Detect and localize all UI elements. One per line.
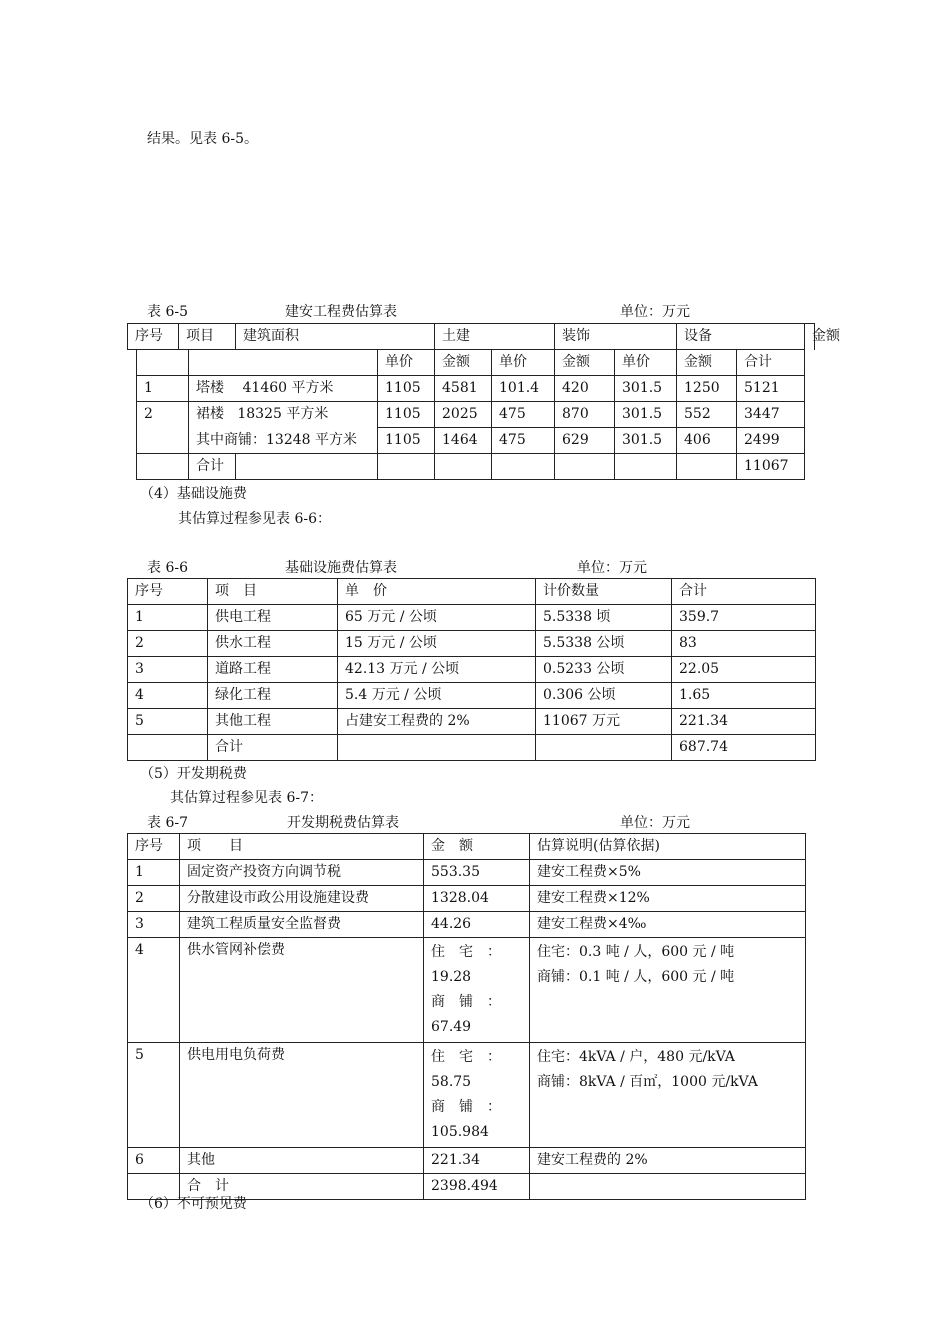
table-row — [128, 657, 816, 683]
section-4-heading: （4）基础设施费 — [140, 486, 247, 502]
amount-label-residential: 住 宅 ： — [431, 1049, 501, 1065]
table-row — [128, 912, 806, 938]
row-item: 供电用电负荷费 — [180, 1043, 424, 1148]
row-item-area — [189, 402, 378, 428]
header-item: 项目 — [179, 324, 236, 350]
row-item: 塔楼 — [189, 376, 236, 402]
sum-label: 合计 — [189, 454, 236, 480]
sum-total: 2398.494 — [424, 1174, 530, 1200]
header-item: 项 目 — [208, 579, 338, 605]
sum-label: 合计 — [208, 735, 338, 761]
row-amount: 44.26 — [424, 912, 530, 938]
row-item: 道路工程 — [208, 657, 338, 683]
row-quantity: 5.5338 顷 — [536, 605, 672, 631]
amount-label-shop: 商 铺 ： — [431, 994, 501, 1010]
table-offset-cell — [128, 402, 137, 428]
deco-price: 475 — [492, 428, 555, 454]
empty-cell — [236, 454, 378, 480]
section-4-note: 其估算过程参见表 6-6： — [178, 511, 331, 527]
table-offset-cell — [128, 428, 137, 454]
amount-shop: 105.984 — [431, 1124, 489, 1140]
table-6-6-title: 基础设施费估算表 — [285, 560, 397, 576]
table-offset-cell — [128, 454, 137, 480]
table-row — [128, 428, 815, 454]
header-note: 估算说明(估算依据) — [530, 834, 806, 860]
note-shop: 商铺：0.1 吨 / 人，600 元 / 吨 — [537, 969, 735, 985]
row-unit-price: 65 万元 / 公顷 — [338, 605, 536, 631]
row-seq: 2 — [137, 402, 189, 454]
amount-residential: 19.28 — [431, 969, 472, 985]
table-row — [128, 709, 816, 735]
row-total: 221.34 — [672, 709, 816, 735]
civil-amount: 4581 — [435, 376, 492, 402]
table-6-5-unit: 单位：万元 — [620, 304, 690, 320]
row-note — [530, 1043, 806, 1148]
sum-total: 687.74 — [672, 735, 816, 761]
sub-equip-amount: 金额 — [677, 350, 737, 376]
empty-cell — [137, 454, 189, 480]
table-row — [128, 735, 816, 761]
row-amount: 1328.04 — [424, 886, 530, 912]
row-seq: 5 — [128, 709, 208, 735]
empty-cell — [677, 454, 737, 480]
row-seq: 3 — [128, 912, 180, 938]
empty-cell — [555, 454, 615, 480]
row-total: 3447 — [737, 402, 805, 428]
equip-price: 301.5 — [615, 402, 677, 428]
header-item: 项 目 — [180, 834, 424, 860]
empty-cell — [492, 454, 555, 480]
civil-price: 1105 — [378, 402, 435, 428]
note-residential: 住宅：0.3 吨 / 人，600 元 / 吨 — [537, 944, 735, 960]
row-item: 其他工程 — [208, 709, 338, 735]
table-6-7-number: 表 6-7 — [147, 815, 188, 831]
row-area: 41460 平方米 — [236, 376, 378, 402]
table-row — [128, 350, 815, 376]
row-seq: 5 — [128, 1043, 180, 1148]
header-seq: 序号 — [128, 579, 208, 605]
row-item: 其他 — [180, 1148, 424, 1174]
row-seq: 1 — [137, 376, 189, 402]
row-seq: 1 — [128, 605, 208, 631]
table-row — [128, 683, 816, 709]
row-seq: 2 — [128, 631, 208, 657]
empty-cell — [435, 454, 492, 480]
table-row — [128, 579, 816, 605]
header-decoration: 装饰 — [555, 324, 677, 350]
header-equipment: 设备 — [677, 324, 805, 350]
table-row — [128, 605, 816, 631]
header-civil: 土建 — [435, 324, 555, 350]
table-row — [128, 631, 816, 657]
deco-amount: 420 — [555, 376, 615, 402]
row-note — [530, 938, 806, 1043]
amount-shop: 67.49 — [431, 1019, 472, 1035]
amount-residential: 58.75 — [431, 1074, 472, 1090]
table-6-6-unit: 单位：万元 — [577, 560, 647, 576]
header-unit-price: 单 价 — [338, 579, 536, 605]
empty-cell — [189, 350, 378, 376]
row-unit-price: 42.13 万元 / 公顷 — [338, 657, 536, 683]
row-item: 固定资产投资方向调节税 — [180, 860, 424, 886]
equip-amount: 552 — [677, 402, 737, 428]
table-6-6-number: 表 6-6 — [147, 560, 188, 576]
row-item: 分散建设市政公用设施建设费 — [180, 886, 424, 912]
header-amount: 金额 — [805, 324, 815, 350]
row-quantity: 0.5233 公顷 — [536, 657, 672, 683]
row-unit-price: 5.4 万元 / 公顷 — [338, 683, 536, 709]
row-total: 5121 — [737, 376, 805, 402]
row-seq: 4 — [128, 938, 180, 1043]
row-total: 83 — [672, 631, 816, 657]
table-6-5-number: 表 6-5 — [147, 304, 188, 320]
equip-price: 301.5 — [615, 428, 677, 454]
row-item: 绿化工程 — [208, 683, 338, 709]
sub-deco-amount: 金额 — [555, 350, 615, 376]
row-seq: 3 — [128, 657, 208, 683]
header-quantity: 计价数量 — [536, 579, 672, 605]
sub-total: 合计 — [737, 350, 805, 376]
row-item: 裙楼 — [196, 406, 224, 422]
deco-price: 101.4 — [492, 376, 555, 402]
row-amount: 221.34 — [424, 1148, 530, 1174]
civil-amount: 1464 — [435, 428, 492, 454]
sub-deco-price: 单价 — [492, 350, 555, 376]
row-amount — [424, 938, 530, 1043]
row-seq: 4 — [128, 683, 208, 709]
row-quantity: 5.5338 公顷 — [536, 631, 672, 657]
row-amount: 553.35 — [424, 860, 530, 886]
header-area: 建筑面积 — [236, 324, 435, 350]
table-6-5-title: 建安工程费估算表 — [285, 304, 397, 320]
empty-cell — [128, 735, 208, 761]
sum-total: 11067 — [737, 454, 805, 480]
row-note: 建安工程费×12% — [530, 886, 806, 912]
row-unit-price: 15 万元 / 公顷 — [338, 631, 536, 657]
sub-civil-amount: 金额 — [435, 350, 492, 376]
empty-cell — [530, 1174, 806, 1200]
row-quantity: 0.306 公顷 — [536, 683, 672, 709]
table-row — [128, 324, 815, 350]
note-shop: 商铺：8kVA / 百㎡，1000 元/kVA — [537, 1074, 758, 1090]
equip-amount: 406 — [677, 428, 737, 454]
empty-cell — [137, 350, 189, 376]
row-seq: 1 — [128, 860, 180, 886]
row-seq: 6 — [128, 1148, 180, 1174]
deco-price: 475 — [492, 402, 555, 428]
table-row — [128, 834, 806, 860]
amount-label-shop: 商 铺 ： — [431, 1099, 501, 1115]
amount-label-residential: 住 宅 ： — [431, 944, 501, 960]
header-total: 合计 — [672, 579, 816, 605]
table-row — [128, 454, 815, 480]
table-6-7 — [127, 833, 806, 1200]
civil-price: 1105 — [378, 376, 435, 402]
intro-text: 结果。见表 6-5。 — [147, 131, 258, 147]
note-residential: 住宅：4kVA / 户，480 元/kVA — [537, 1049, 735, 1065]
table-row — [128, 886, 806, 912]
row-note: 建安工程费×5% — [530, 860, 806, 886]
row-area: 18325 平方米 — [237, 406, 329, 422]
row-total: 22.05 — [672, 657, 816, 683]
table-row — [128, 1148, 806, 1174]
table-6-7-unit: 单位：万元 — [620, 815, 690, 831]
row-item: 供电工程 — [208, 605, 338, 631]
table-6-7-title: 开发期税费估算表 — [287, 815, 399, 831]
row-quantity: 11067 万元 — [536, 709, 672, 735]
civil-price: 1105 — [378, 428, 435, 454]
empty-cell — [536, 735, 672, 761]
row-note: 建安工程费的 2% — [530, 1148, 806, 1174]
row-amount — [424, 1043, 530, 1148]
row-item: 建筑工程质量安全监督费 — [180, 912, 424, 938]
row-note: 建安工程费×4‰ — [530, 912, 806, 938]
empty-cell — [338, 735, 536, 761]
sub-civil-price: 单价 — [378, 350, 435, 376]
section-5-note: 其估算过程参见表 6-7： — [170, 790, 323, 806]
header-seq: 序号 — [128, 834, 180, 860]
table-row — [128, 402, 815, 428]
sum-label: 合 计 — [180, 1174, 424, 1200]
header-amount: 金 额 — [424, 834, 530, 860]
table-row — [128, 938, 806, 1043]
row-total: 1.65 — [672, 683, 816, 709]
empty-cell — [615, 454, 677, 480]
civil-amount: 2025 — [435, 402, 492, 428]
deco-amount: 870 — [555, 402, 615, 428]
table-row — [128, 1043, 806, 1148]
table-row — [128, 376, 815, 402]
deco-amount: 629 — [555, 428, 615, 454]
empty-cell — [378, 454, 435, 480]
row-seq: 2 — [128, 886, 180, 912]
header-seq: 序号 — [128, 324, 179, 350]
table-row — [128, 860, 806, 886]
table-offset-cell — [128, 376, 137, 402]
row-unit-price: 占建安工程费的 2% — [338, 709, 536, 735]
row-total: 2499 — [737, 428, 805, 454]
section-5-heading: （5）开发期税费 — [140, 766, 247, 782]
sub-equip-price: 单价 — [615, 350, 677, 376]
table-6-5 — [127, 323, 840, 480]
row-total: 359.7 — [672, 605, 816, 631]
equip-price: 301.5 — [615, 376, 677, 402]
row-item: 供水管网补偿费 — [180, 938, 424, 1043]
row-item-area: 其中商铺：13248 平方米 — [189, 428, 378, 454]
row-item: 供水工程 — [208, 631, 338, 657]
table-6-6 — [127, 578, 816, 761]
equip-amount: 1250 — [677, 376, 737, 402]
section-6-heading: （6）不可预见费 — [140, 1196, 247, 1212]
table-offset-cell — [128, 350, 137, 376]
